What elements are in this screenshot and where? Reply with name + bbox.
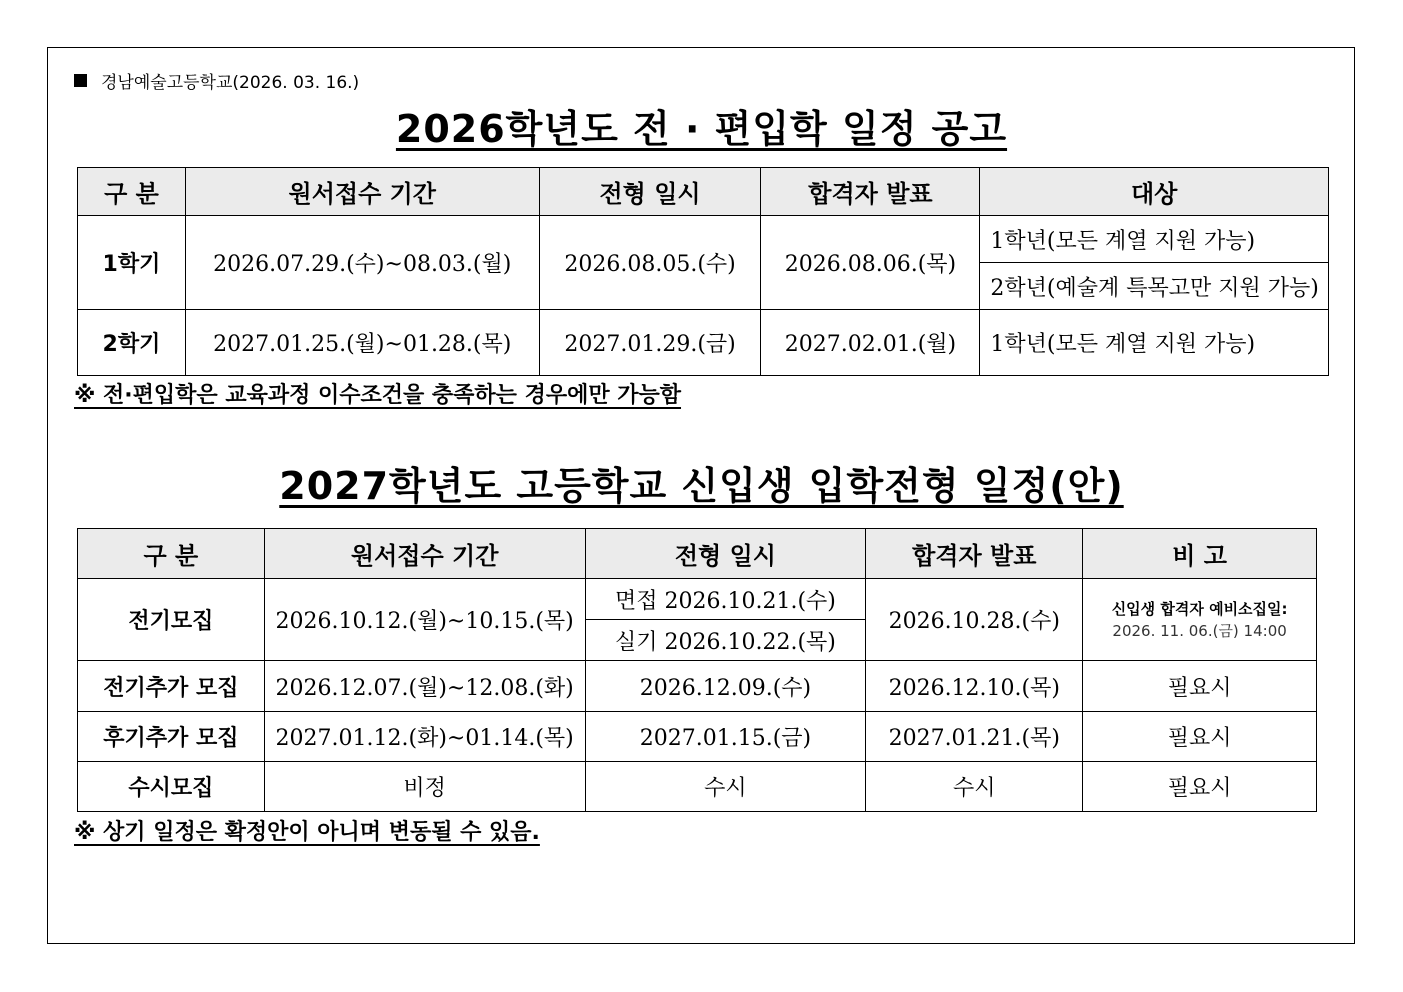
target-cell: 2학년(예술계 특목고만 지원 가능) — [980, 263, 1329, 310]
result-date-cell: 2027.01.21.(목) — [866, 712, 1083, 762]
exam-date-cell: 수시 — [585, 762, 866, 812]
header-exam-date: 전형 일시 — [539, 168, 761, 216]
header-category: 구 분 — [78, 529, 265, 579]
remark-cell — [1083, 579, 1317, 661]
exam-date-cell: 2027.01.29.(금) — [539, 310, 761, 376]
remark-cell: 필요시 — [1083, 762, 1317, 812]
transfer-note: ※ 전·편입학은 교육과정 이수조건을 충족하는 경우에만 가능함 — [74, 383, 682, 408]
application-period-cell: 비정 — [264, 762, 585, 812]
application-period-cell: 2026.12.07.(월)~12.08.(화) — [264, 661, 585, 712]
table-row — [78, 310, 1329, 376]
table-row — [78, 579, 1317, 620]
admission-title: 2027학년도 고등학교 신입생 입학전형 일정(안) — [279, 464, 1124, 508]
practical-exam-date-cell: 실기 2026.10.22.(목) — [585, 620, 866, 661]
header-exam-date: 전형 일시 — [585, 529, 866, 579]
school-name-date: 경남예술고등학교(2026. 03. 16.) — [101, 73, 360, 93]
admission-schedule-table — [77, 528, 1317, 812]
admission-type-cell: 수시모집 — [78, 762, 265, 812]
interview-date-cell: 면접 2026.10.21.(수) — [585, 579, 866, 620]
result-date-cell: 수시 — [866, 762, 1083, 812]
square-bullet-icon — [74, 74, 87, 87]
admission-note: ※ 상기 일정은 확정안이 아니며 변동될 수 있음. — [74, 820, 540, 845]
orientation-label: 신입생 합격자 예비소집일: — [1111, 599, 1288, 618]
header-result-announcement: 합격자 발표 — [866, 529, 1083, 579]
admission-type-cell: 후기추가 모집 — [78, 712, 265, 762]
header-remarks: 비 고 — [1083, 529, 1317, 579]
admission-type-cell: 전기추가 모집 — [78, 661, 265, 712]
header-result-announcement: 합격자 발표 — [761, 168, 980, 216]
transfer-title: 2026학년도 전 · 편입학 일정 공고 — [395, 107, 1008, 151]
exam-date-cell: 2027.01.15.(금) — [585, 712, 866, 762]
table-header-row — [78, 168, 1329, 216]
header-application-period: 원서접수 기간 — [185, 168, 539, 216]
header-target: 대상 — [980, 168, 1329, 216]
target-cell: 1학년(모든 계열 지원 가능) — [980, 216, 1329, 263]
result-date-cell: 2026.12.10.(목) — [866, 661, 1083, 712]
result-date-cell: 2026.08.06.(목) — [761, 216, 980, 310]
header-category: 구 분 — [78, 168, 186, 216]
school-header — [74, 68, 359, 93]
exam-date-cell: 2026.12.09.(수) — [585, 661, 866, 712]
header-application-period: 원서접수 기간 — [264, 529, 585, 579]
orientation-datetime: 2026. 11. 06.(금) 14:00 — [1112, 621, 1287, 640]
application-period-cell: 2026.10.12.(월)~10.15.(목) — [264, 579, 585, 661]
result-date-cell: 2026.10.28.(수) — [866, 579, 1083, 661]
application-period-cell: 2027.01.25.(월)~01.28.(목) — [185, 310, 539, 376]
exam-date-cell: 2026.08.05.(수) — [539, 216, 761, 310]
target-cell: 1학년(모든 계열 지원 가능) — [980, 310, 1329, 376]
application-period-cell: 2026.07.29.(수)~08.03.(월) — [185, 216, 539, 310]
admission-type-cell: 전기모집 — [78, 579, 265, 661]
table-row — [78, 661, 1317, 712]
result-date-cell: 2027.02.01.(월) — [761, 310, 980, 376]
table-row — [78, 712, 1317, 762]
table-row — [78, 216, 1329, 263]
transfer-schedule-table — [77, 167, 1329, 376]
remark-cell: 필요시 — [1083, 661, 1317, 712]
term-cell: 1학기 — [78, 216, 186, 310]
remark-cell: 필요시 — [1083, 712, 1317, 762]
table-header-row — [78, 529, 1317, 579]
table-row — [78, 762, 1317, 812]
term-cell: 2학기 — [78, 310, 186, 376]
application-period-cell: 2027.01.12.(화)~01.14.(목) — [264, 712, 585, 762]
